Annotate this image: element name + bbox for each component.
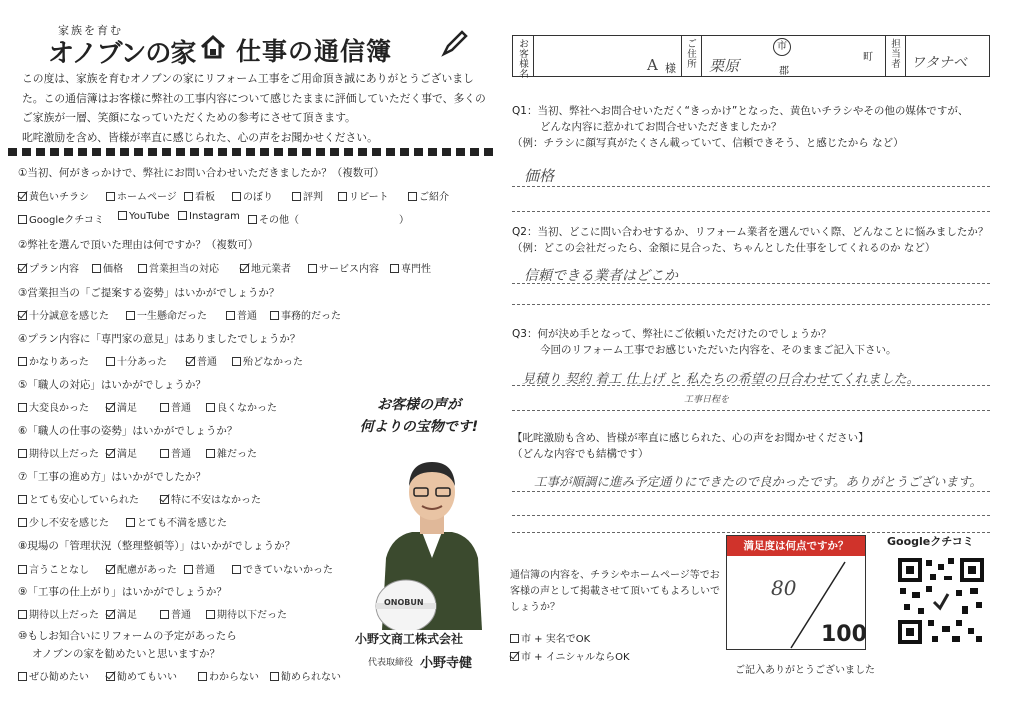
checkbox[interactable] bbox=[184, 565, 193, 574]
option[interactable] bbox=[18, 188, 89, 203]
answer-line bbox=[512, 186, 990, 187]
option-label: 価格 bbox=[103, 264, 123, 275]
staff-label: 担当者 bbox=[891, 39, 901, 70]
address-label: ご住所 bbox=[687, 39, 697, 70]
logo-tagline: 家族を育む bbox=[58, 24, 123, 37]
option[interactable] bbox=[106, 188, 177, 203]
option[interactable] bbox=[18, 353, 89, 368]
option[interactable] bbox=[160, 445, 191, 460]
checkbox[interactable] bbox=[18, 672, 27, 681]
honorific: 様 bbox=[665, 62, 676, 75]
option-label: 市 + 実名でOK bbox=[521, 634, 591, 645]
option[interactable] bbox=[184, 188, 215, 203]
q-example: （例：どこの会社だったら、金額に見合った、ちゃんとした仕事をしてくれるのか など） bbox=[512, 242, 936, 254]
publish-consent-text: 通信簿の内容を、チラシやホームページ等でお客様の声として掲載させて頂いてもよろしいでしょうか？ bbox=[510, 570, 720, 613]
option-label: 専門性 bbox=[401, 264, 431, 275]
option[interactable] bbox=[106, 445, 137, 460]
answer-line bbox=[512, 304, 990, 305]
checkbox[interactable] bbox=[18, 518, 27, 527]
answer-q3-note: 工事日程を bbox=[684, 395, 730, 405]
option-label: できていないかった bbox=[243, 565, 333, 576]
option[interactable] bbox=[18, 445, 99, 460]
checkbox[interactable] bbox=[160, 610, 169, 619]
question-1: ①当初、何がきっかけで、弊社にお問い合わせいただきましたか？（複数可） bbox=[18, 167, 385, 179]
option[interactable] bbox=[92, 260, 123, 275]
q-text: どんな内容に惹かれてお問合せいただきましたか？ bbox=[540, 121, 782, 133]
option-label: のぼり bbox=[243, 192, 273, 203]
city-value[interactable]: 栗原 bbox=[709, 57, 740, 75]
option-label: Googleクチコミ bbox=[29, 215, 104, 226]
option-label: 期待以上だった bbox=[29, 449, 99, 460]
option-label: ぜひ勧めたい bbox=[29, 672, 89, 683]
checkbox[interactable] bbox=[126, 518, 135, 527]
option-label: YouTube bbox=[129, 211, 170, 222]
checkbox[interactable] bbox=[18, 264, 27, 273]
option[interactable] bbox=[232, 188, 273, 203]
checkbox[interactable] bbox=[18, 215, 27, 224]
option[interactable] bbox=[18, 491, 139, 506]
option-label: サービス内容 bbox=[319, 264, 379, 275]
checkbox[interactable] bbox=[232, 357, 241, 366]
intro-text bbox=[22, 69, 502, 147]
option[interactable] bbox=[106, 399, 137, 414]
ceo-label: 代表取締役 bbox=[368, 658, 414, 668]
option[interactable] bbox=[308, 260, 379, 275]
option-label: 事務的だった bbox=[281, 311, 341, 322]
question-4: ④プラン内容に「専門家の意見」はありましたでしょうか？ bbox=[18, 333, 301, 345]
helmet-text: ONOBUN bbox=[384, 598, 424, 607]
checkbox[interactable] bbox=[106, 449, 115, 458]
answer-line bbox=[512, 385, 990, 386]
checkbox[interactable] bbox=[184, 192, 193, 201]
checkbox[interactable] bbox=[18, 311, 27, 320]
option-label: とても安心していられた bbox=[29, 495, 139, 506]
staff-value[interactable]: ワタナベ bbox=[911, 55, 967, 71]
qr-code[interactable] bbox=[896, 556, 986, 646]
google-review-label: Googleクチコミ bbox=[887, 535, 974, 548]
q-text: Q3：何が決め手となって、弊社にご依頼いただけたのでしょうか？ bbox=[512, 328, 832, 340]
question-10-line2: オノブンの家を勧めたいと思いますか？ bbox=[32, 648, 220, 660]
checkbox[interactable] bbox=[138, 264, 147, 273]
option-label: 勧めてもいい bbox=[117, 672, 177, 683]
option-label: 市 + イニシャルならOK bbox=[521, 652, 630, 663]
question-8: ⑧現場の「管理状況（整理整頓等）」はいかがでしょうか？ bbox=[18, 540, 296, 552]
right-q1 bbox=[512, 103, 968, 151]
checkbox[interactable] bbox=[270, 672, 279, 681]
option[interactable] bbox=[18, 561, 89, 576]
answer-q1[interactable]: 価格 bbox=[524, 167, 555, 185]
option[interactable] bbox=[206, 399, 277, 414]
question-10: ⑩もしお知合いにリフォームの予定があったら bbox=[18, 630, 237, 642]
page-title: 仕事の通信簿 bbox=[236, 37, 393, 66]
checkbox[interactable] bbox=[292, 192, 301, 201]
question-6: ⑥「職人の仕事の姿勢」はいかがでしょうか？ bbox=[18, 425, 238, 437]
option[interactable] bbox=[248, 211, 409, 226]
option[interactable] bbox=[106, 561, 177, 576]
option-label: 雑だった bbox=[217, 449, 257, 460]
checkbox[interactable] bbox=[338, 192, 347, 201]
checkbox[interactable] bbox=[232, 565, 241, 574]
q-text: 今回のリフォーム工事でお感じいただいた内容を、そのままご記入下さい。 bbox=[540, 344, 897, 356]
city-mark: 市 bbox=[773, 38, 791, 56]
checkbox[interactable] bbox=[206, 610, 215, 619]
option-label: 大変良かった bbox=[29, 403, 89, 414]
option-label: リピート bbox=[349, 192, 389, 203]
option[interactable] bbox=[186, 353, 217, 368]
checkbox[interactable] bbox=[18, 449, 27, 458]
option[interactable] bbox=[160, 606, 191, 621]
option[interactable] bbox=[206, 445, 257, 460]
option[interactable] bbox=[106, 606, 137, 621]
option-label: かなりあった bbox=[29, 357, 89, 368]
checkbox[interactable] bbox=[206, 449, 215, 458]
option[interactable] bbox=[106, 353, 167, 368]
q-text: 【叱咤激励も含め、皆様が率直に感じられた、心の声をお聞かせください】 bbox=[512, 432, 869, 444]
logo: オノブンの家 bbox=[48, 39, 196, 69]
option-label: 配慮があった bbox=[117, 565, 177, 576]
checkbox[interactable] bbox=[510, 652, 519, 661]
option-label: 普通 bbox=[171, 610, 191, 621]
option-label: 十分あった bbox=[117, 357, 167, 368]
option-label: 地元業者 bbox=[251, 264, 291, 275]
company-name: 小野文商工株式会社 bbox=[355, 632, 464, 646]
checkbox[interactable] bbox=[18, 192, 27, 201]
option-label: 満足 bbox=[117, 610, 137, 621]
checkbox[interactable] bbox=[270, 311, 279, 320]
option[interactable] bbox=[18, 668, 89, 683]
checkbox[interactable] bbox=[160, 495, 169, 504]
score-header: 満足度は何点ですか？ bbox=[727, 536, 865, 556]
right-q2 bbox=[512, 224, 988, 256]
machi-label: 町 bbox=[863, 52, 873, 63]
intro-line: た。この通信簿はお客様に弊社の工事内容について感じたままに評価していただく事で、多くの bbox=[22, 91, 486, 105]
checkbox[interactable] bbox=[390, 264, 399, 273]
score-max: 100 bbox=[821, 622, 867, 647]
checkbox[interactable] bbox=[178, 211, 187, 220]
checkbox[interactable] bbox=[106, 565, 115, 574]
checkbox[interactable] bbox=[198, 672, 207, 681]
intro-line: ご家族が一層、笑顔になっていただくための参考にさせて頂きます。 bbox=[22, 111, 356, 124]
option[interactable] bbox=[18, 307, 109, 322]
thanks-message: ご記入ありがとうございました bbox=[735, 665, 875, 676]
checkbox[interactable] bbox=[118, 211, 127, 220]
option[interactable] bbox=[126, 307, 207, 322]
slogan-line: お客様の声が bbox=[377, 397, 461, 413]
option[interactable] bbox=[18, 260, 79, 275]
checkbox[interactable] bbox=[18, 357, 27, 366]
option-label: 期待以上だった bbox=[29, 610, 99, 621]
question-5: ⑤「職人の対応」はいかがでしょうか？ bbox=[18, 379, 206, 391]
option-label: 勧められない bbox=[281, 672, 341, 683]
option[interactable] bbox=[206, 606, 287, 621]
answer-q4[interactable]: 工事が順調に進み予定通りにできたので良かったです。ありがとうございます。 bbox=[534, 474, 983, 489]
satisfaction-score-box bbox=[726, 535, 866, 650]
option-label: 殆どなかった bbox=[243, 357, 303, 368]
option[interactable] bbox=[18, 399, 89, 414]
option-label: 良くなかった bbox=[217, 403, 277, 414]
option-label: 普通 bbox=[197, 357, 217, 368]
checkbox[interactable] bbox=[240, 264, 249, 273]
gun-label: 郡 bbox=[779, 66, 789, 77]
option-label: ご紹介 bbox=[419, 192, 449, 203]
option[interactable] bbox=[18, 606, 99, 621]
question-2: ②弊社を選んで頂いた理由は何ですか？（複数可） bbox=[18, 239, 259, 251]
intro-line: 叱咤激励を含め、皆様が率直に感じられた、心の声をお聞かせください。 bbox=[22, 130, 378, 144]
checkbox[interactable] bbox=[106, 403, 115, 412]
ceo-name: 小野寺健 bbox=[420, 656, 473, 671]
customer-info-table bbox=[512, 35, 990, 80]
customer-name-value[interactable]: A bbox=[647, 56, 658, 74]
option-label: その他（ ） bbox=[259, 215, 409, 226]
pen-icon bbox=[440, 28, 470, 58]
checkbox[interactable] bbox=[106, 610, 115, 619]
checkbox[interactable] bbox=[92, 264, 101, 273]
option[interactable] bbox=[408, 188, 449, 203]
option-label: 普通 bbox=[237, 311, 257, 322]
intro-line: この度は、家族を育むオノブンの家にリフォーム工事をご用命頂き誠にありがとうございまし bbox=[22, 72, 474, 85]
option[interactable] bbox=[178, 211, 240, 222]
option[interactable] bbox=[270, 307, 341, 322]
checkbox[interactable] bbox=[18, 403, 27, 412]
option[interactable] bbox=[18, 514, 109, 529]
option-label: 特に不安はなかった bbox=[171, 495, 261, 506]
checkbox[interactable] bbox=[232, 192, 241, 201]
option[interactable] bbox=[198, 668, 259, 683]
option[interactable] bbox=[292, 188, 323, 203]
q-text: Q1：当初、弊社へお問合せいただく“きっかけ”となった、黄色いチラシやその他の媒体ですが、 bbox=[512, 105, 969, 117]
divider bbox=[8, 148, 498, 156]
option-label: 普通 bbox=[171, 403, 191, 414]
answer-line bbox=[512, 283, 990, 284]
q-example: （例：チラシに顔写真がたくさん載っていて、信頼できそう、と感じたから など） bbox=[512, 137, 904, 149]
answer-line bbox=[512, 515, 990, 516]
checkbox[interactable] bbox=[106, 192, 115, 201]
q-text: Q2：当初、どこに問い合わせするか、リフォーム業者を選んでいく際、どんなことに悩みましたか？ bbox=[512, 226, 989, 238]
option[interactable] bbox=[184, 561, 215, 576]
option-label: 営業担当の対応 bbox=[149, 264, 219, 275]
question-7: ⑦「工事の進め方」はいかがでしたか？ bbox=[18, 471, 206, 483]
option-label: 評判 bbox=[303, 192, 323, 203]
option-label: 看板 bbox=[195, 192, 215, 203]
customer-voice-slogan bbox=[354, 394, 484, 438]
checkbox[interactable] bbox=[160, 403, 169, 412]
checkbox[interactable] bbox=[106, 672, 115, 681]
option-label: Instagram bbox=[189, 211, 240, 222]
slogan-line: 何よりの宝物です! bbox=[359, 419, 479, 435]
option[interactable] bbox=[226, 307, 257, 322]
option-label: 期待以下だった bbox=[217, 610, 287, 621]
right-q3 bbox=[512, 326, 896, 358]
option[interactable] bbox=[106, 668, 177, 683]
option-label: 満足 bbox=[117, 403, 137, 414]
consent-option[interactable] bbox=[510, 630, 590, 645]
checkbox[interactable] bbox=[510, 634, 519, 643]
consent-option[interactable] bbox=[510, 648, 630, 663]
checkbox[interactable] bbox=[248, 215, 257, 224]
checkbox[interactable] bbox=[126, 311, 135, 320]
answer-line bbox=[512, 491, 990, 492]
option[interactable] bbox=[138, 260, 219, 275]
checkbox[interactable] bbox=[186, 357, 195, 366]
checkbox[interactable] bbox=[18, 610, 27, 619]
option[interactable] bbox=[232, 561, 333, 576]
answer-q2[interactable]: 信頼できる業者はどこか bbox=[524, 268, 678, 284]
right-q4 bbox=[512, 430, 869, 462]
answer-q3[interactable]: 見積り 契約 着工 仕上げ と 私たちの希望の日合わせてくれました。 bbox=[522, 372, 920, 387]
option[interactable] bbox=[160, 491, 261, 506]
q-text: （どんな内容でも結構です） bbox=[512, 448, 649, 460]
option-label: 普通 bbox=[195, 565, 215, 576]
option-label: 満足 bbox=[117, 449, 137, 460]
option[interactable] bbox=[338, 188, 389, 203]
option-label: 普通 bbox=[171, 449, 191, 460]
option-label: とても不満を感じた bbox=[137, 518, 227, 529]
option-label: 一生懸命だった bbox=[137, 311, 207, 322]
answer-line bbox=[512, 211, 990, 212]
checkbox[interactable] bbox=[308, 264, 317, 273]
option-label: 黄色いチラシ bbox=[29, 192, 89, 203]
checkbox[interactable] bbox=[106, 357, 115, 366]
option[interactable] bbox=[240, 260, 291, 275]
option-label: 十分誠意を感じた bbox=[29, 311, 109, 322]
option-label: 言うことなし bbox=[29, 565, 89, 576]
option[interactable] bbox=[118, 211, 170, 222]
customer-name-label: お客様名 bbox=[519, 39, 529, 80]
option-label: プラン内容 bbox=[29, 264, 79, 275]
option[interactable] bbox=[232, 353, 303, 368]
answer-line bbox=[512, 410, 990, 411]
option-label: わからない bbox=[209, 672, 259, 683]
option[interactable] bbox=[160, 399, 191, 414]
checkbox[interactable] bbox=[226, 311, 235, 320]
score-value[interactable]: 80 bbox=[771, 576, 797, 600]
question-3: ③営業担当の「ご提案する姿勢」はいかがでしょうか？ bbox=[18, 287, 280, 299]
option-label: ホームページ bbox=[117, 192, 177, 203]
checkbox[interactable] bbox=[18, 565, 27, 574]
option-label: 少し不安を感じた bbox=[29, 518, 109, 529]
checkbox[interactable] bbox=[18, 495, 27, 504]
option[interactable] bbox=[18, 211, 104, 226]
checkbox[interactable] bbox=[408, 192, 417, 201]
option[interactable] bbox=[270, 668, 341, 683]
question-9: ⑨「工事の仕上がり」はいかがでしょうか？ bbox=[18, 586, 227, 598]
checkbox[interactable] bbox=[206, 403, 215, 412]
checkbox[interactable] bbox=[160, 449, 169, 458]
house-icon bbox=[200, 34, 226, 60]
option[interactable] bbox=[126, 514, 227, 529]
option[interactable] bbox=[390, 260, 431, 275]
